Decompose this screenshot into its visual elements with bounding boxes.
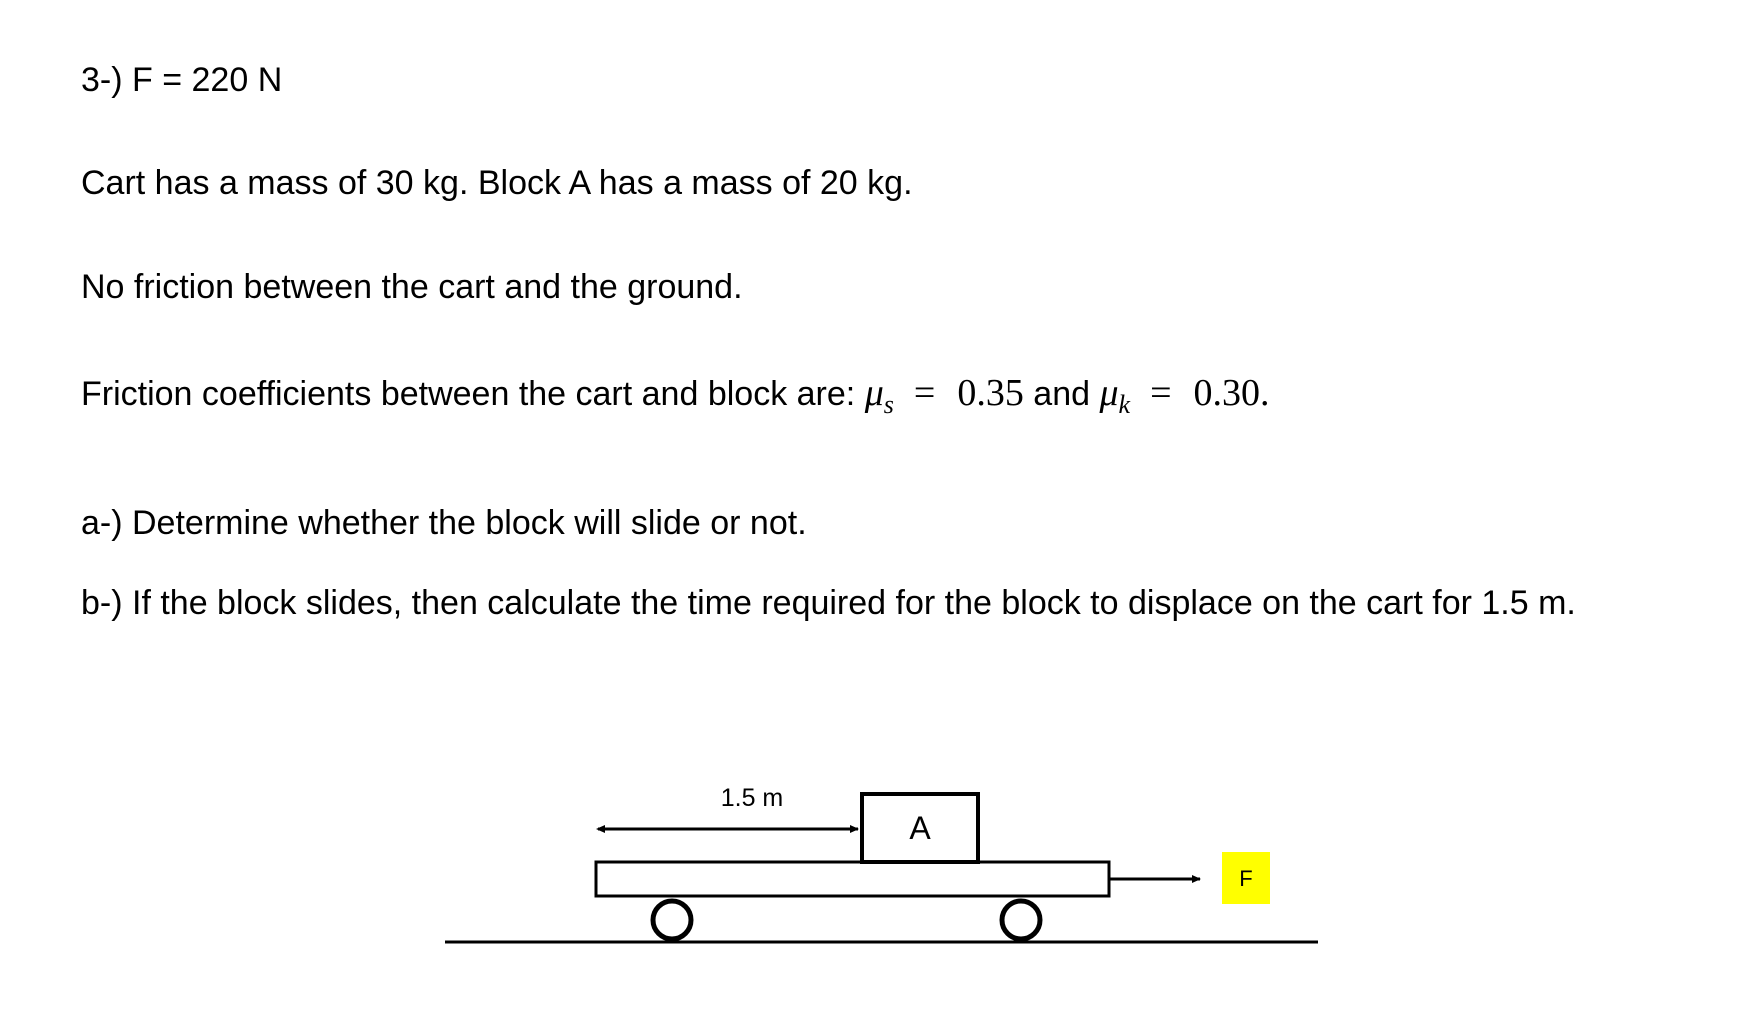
question-a: a-) Determine whether the block will slide or not. — [81, 504, 807, 542]
ground-friction-text: No friction between the cart and the ground. — [81, 268, 743, 306]
and-word: and — [1033, 375, 1091, 413]
question-b: b-) If the block slides, then calculate the time required for the block to displace on the cart for 1.5 m. — [81, 584, 1576, 622]
mu-s-value: 0.35 — [957, 372, 1024, 414]
problem-header: 3-) F = 220 N — [81, 61, 283, 99]
mu-k-subscript: k — [1118, 390, 1131, 419]
left-wheel — [653, 901, 691, 939]
distance-label: 1.5 m — [720, 784, 784, 812]
block-a-label: A — [909, 810, 931, 846]
friction-intro: Friction coefficients between the cart and block are: — [81, 375, 865, 413]
cart-mass-text: Cart has a mass of 30 kg. Block A has a mass of 20 kg. — [81, 164, 913, 202]
mu-k-value: 0.30. — [1193, 372, 1270, 414]
mu-s-subscript: s — [883, 390, 894, 419]
force-label: F — [1239, 866, 1253, 891]
mu-k-equals: = — [1150, 372, 1172, 414]
mu-s-equals: = — [913, 372, 936, 414]
mu-k-symbol: μ — [1099, 372, 1119, 414]
mu-s-symbol: μ — [864, 372, 884, 414]
cart-body — [596, 862, 1109, 896]
right-wheel — [1002, 901, 1040, 939]
